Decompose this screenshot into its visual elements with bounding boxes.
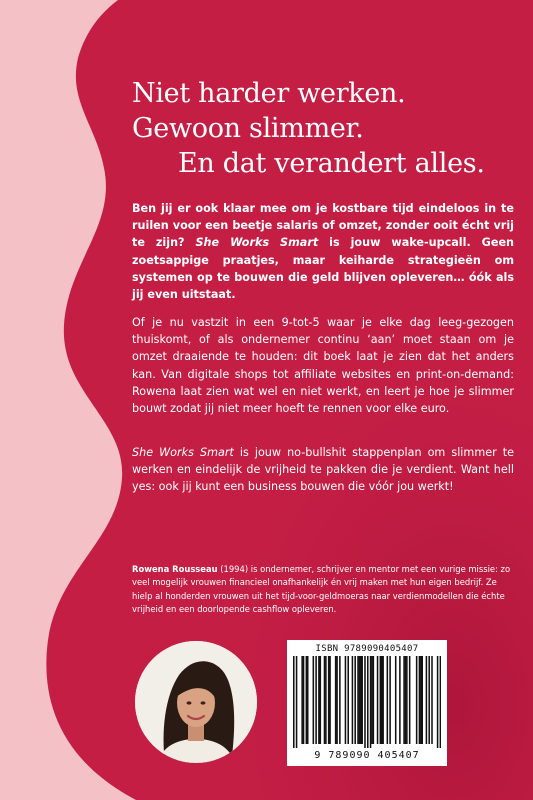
headline-line-2: Gewoon slimmer. [132, 113, 364, 144]
barcode-bar [367, 656, 369, 748]
barcode-bar [373, 656, 375, 744]
barcode-bar [315, 656, 317, 744]
barcode-bar [416, 656, 418, 744]
barcode-bar [296, 656, 298, 748]
closing-text: is jouw no-bullshit stappenplan om slimmer te werken en eindelijk de vrijheid te pakken die je verdient. Want hell yes: ook jij kunt een business bouwen die vóór jou werkt! [132, 446, 515, 494]
barcode-bar [419, 656, 421, 744]
barcode-bar [364, 656, 366, 748]
barcode-bar [357, 656, 359, 744]
barcode-bar [293, 656, 295, 748]
barcode-bar [352, 656, 354, 744]
barcode-bar [320, 656, 322, 744]
barcode-bar [421, 656, 423, 744]
barcode-bar [301, 656, 303, 744]
book-title: She Works Smart [132, 446, 234, 459]
barcode-bar [395, 656, 397, 744]
barcode-bar [440, 656, 441, 748]
barcode-bar [336, 656, 338, 744]
barcode-bar [370, 656, 372, 748]
author-bio-text: (1994) is ondernemer, schrijver en mentor met een vurige missie: zo veel mogelijk vrouwen financieel onafhankelijk én vrij maken met hun eigen bedrijf. Ze hielp al honderden vrouwen uit het tijd-voor-geldmoeras naar verdienmodellen die échte vrijheid en een doorlopende cashflow opleveren. [132, 564, 511, 615]
barcode-bar [399, 656, 401, 744]
barcode-bar [387, 656, 389, 744]
barcode-bar [335, 656, 337, 744]
barcode-bar [347, 656, 349, 744]
isbn-label: ISBN 9789090405407 [315, 644, 419, 654]
barcode-bar [339, 656, 341, 744]
barcode-bar [409, 656, 411, 744]
barcode-bar [303, 656, 305, 744]
intro-text-2: is jouw wake-upcall. Geen zoetsappige praatjes, maar keiharde strategieën om systemen op te bouwen die geld blijven opleveren… óók als jij even uitstaat. [132, 236, 514, 302]
book-title: She Works Smart [195, 236, 319, 250]
barcode-bar [431, 656, 433, 744]
intro-paragraph [132, 200, 514, 303]
body-paragraph: Of je nu vastzit in een 9-tot-5 waar je elke dag leeg-gezogen thuiskomt, of als ondernemer continu ‘aan’ moet staan om je omzet draaiende te houden: dit boek laat je zien dat het anders kan. Van digitale shops tot affiliate websites en print-on-demand: Rowena laat zien wat wel en niet werkt, en leert je hoe je slimmer bouwt zodat jij niet meer hoeft te rennen voor elke euro. [132, 316, 514, 416]
barcode-bar [403, 656, 405, 744]
barcode-bar [313, 656, 315, 744]
closing-paragraph [132, 444, 514, 496]
barcode-bar [371, 656, 373, 744]
barcode-bar [426, 656, 428, 744]
barcode-bar [354, 656, 356, 744]
barcode-bar [382, 656, 384, 744]
barcode-bar [381, 656, 383, 744]
author-portrait-icon [135, 641, 257, 763]
barcode-bar [306, 656, 308, 744]
intro-text-1: Ben jij er ook klaar mee om je kostbare tijd eindeloos in te ruilen voor een beetje salaris of omzet, zonder ooit écht vrij te zijn? [132, 202, 514, 250]
barcode-bar [329, 656, 331, 744]
barcode-bars [293, 656, 441, 748]
barcode-bar [405, 656, 407, 744]
barcode-bar [360, 656, 362, 744]
barcode-bar [318, 656, 320, 744]
barcode-bar [359, 656, 361, 744]
author-name: Rowena Rousseau [132, 564, 218, 574]
barcode-bar [361, 656, 363, 744]
barcode-bar [324, 656, 326, 744]
headline-line-1: Niet harder werken. [132, 78, 406, 109]
headline-line-3: En dat verandert alles. [178, 148, 485, 179]
barcode-bar [325, 656, 327, 744]
author-bio [132, 563, 512, 617]
headline [132, 76, 512, 181]
barcode-bar [380, 656, 382, 744]
barcode [287, 640, 447, 766]
barcode-bar [377, 656, 379, 744]
barcode-bar [328, 656, 330, 744]
barcode-bar [420, 656, 422, 744]
barcode-bar [437, 656, 439, 748]
barcode-bar [307, 656, 309, 744]
author-photo [135, 641, 257, 763]
barcode-bar [406, 656, 408, 744]
barcode-bar [428, 656, 430, 744]
barcode-bar [345, 656, 347, 744]
barcode-bar [389, 656, 391, 744]
isbn-digits: 9 789090 405407 [314, 750, 420, 761]
